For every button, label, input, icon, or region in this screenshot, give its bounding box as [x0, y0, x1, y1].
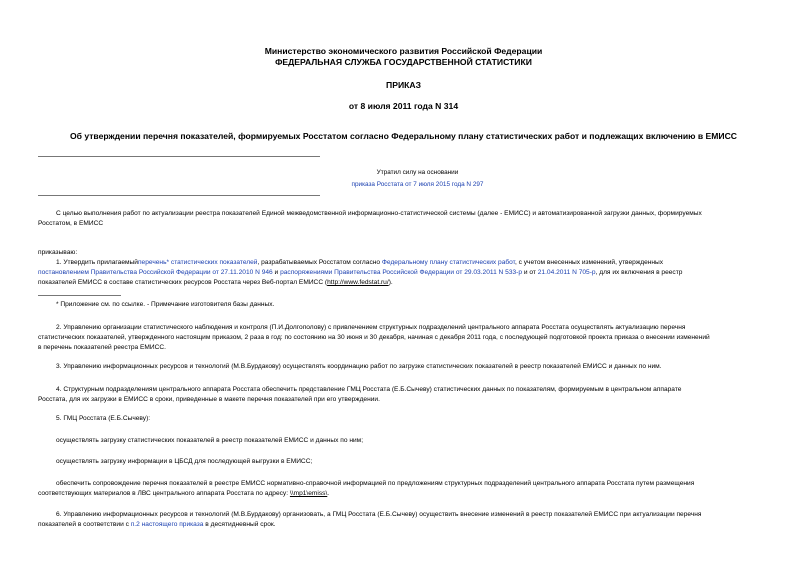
p1-text-b: , разрабатываемых Росстатом согласно: [257, 259, 381, 266]
repeal-order-link[interactable]: приказа Росстата от 7 июля 2015 года N 297: [351, 181, 484, 188]
paragraph-5-item-b: осуществлять загрузку информации в ЦБСД для последующей выгрузки в ЕМИСС;: [56, 458, 313, 465]
p1-text-c: , с учетом внесенных изменений, утвержденных: [514, 259, 664, 266]
p1-text-a: 1. Утвердить прилагаемый: [56, 259, 138, 266]
paragraph-6-line1: 6. Управлению информационных ресурсов и технологий (М.В.Бурдакову) организовать, а ГМЦ Росстата (Е.Б.Сычеву) осуществить внесение изменений в реестр показателей ЕМИСС при актуализации перечня: [56, 511, 702, 518]
footnote-divider: [38, 295, 121, 296]
fedstat-url-link[interactable]: http://www.fedstat.ru/: [327, 279, 389, 286]
p1-text-f: , для их включения в реестр: [595, 269, 683, 276]
footnote: * Приложение см. по ссылке. - Примечание изготовителя базы данных.: [56, 301, 275, 308]
p1-text-d: и: [272, 269, 279, 276]
clause-2-link[interactable]: п.2 настоящего приказа: [130, 521, 204, 528]
document-type: ПРИКАЗ: [386, 80, 421, 90]
paragraph-1-line2: [38, 268, 772, 278]
paragraph-1-line1: [38, 258, 790, 268]
indicators-list-link[interactable]: перечень* статистических показателей: [137, 259, 258, 266]
paragraph-5-item-a: осуществлять загрузку статистических показателей в реестр показателей ЕМИСС и данных по ним;: [56, 437, 364, 444]
service-name: ФЕДЕРАЛЬНАЯ СЛУЖБА ГОСУДАРСТВЕННОЙ СТАТИСТИКИ: [275, 57, 532, 67]
paragraph-2-line2: статистических показателей, утвержденного настоящим приказом, 2 раза в год: по состоянию на 30 июня и 30 декабря, начиная с декабря 2011 года, с последующей подготовкой проекта приказа о внесении изменений: [38, 334, 710, 341]
intro-paragraph-line2: Росстатом, в ЕМИСС: [38, 220, 104, 227]
government-resolution-link[interactable]: постановлением Правительства Российской Федерации от 27.11.2010 N 946: [38, 269, 273, 276]
intro-paragraph-line1: С целью выполнения работ по актуализации реестра показателей Единой межведомственной информационно-статистической системы (далее - ЕМИСС) и автоматизированной загрузки данных, формируемых: [56, 210, 702, 217]
paragraph-3: 3. Управлению информационных ресурсов и технологий (М.В.Бурдакову) осуществлять координацию работ по загрузке статистических показателей в реестр показателей ЕМИСС и данных по ним.: [56, 363, 662, 370]
p6-text-b: в десятидневный срок.: [203, 521, 276, 528]
p6-text-a: показателей в соответствии с: [38, 521, 129, 528]
federal-plan-link[interactable]: Федеральному плану статистических работ: [381, 259, 515, 266]
paragraph-4-line1: 4. Структурным подразделениям центрального аппарата Росстата обеспечить представление ГМЦ Росстата (Е.Б.Сычеву) статистических данных по показателям, формируемым в центральном аппарате: [56, 386, 682, 393]
paragraph-4-line2: Росстата, для их загрузки в ЕМИСС в сроки, приведенные в макете перечня показателей при его утверждении.: [38, 396, 380, 403]
order-705-link[interactable]: 21.04.2011 N 705-р: [537, 269, 596, 276]
document-date-number: от 8 июля 2011 года N 314: [348, 101, 459, 111]
p5c-text: соответствующих материалов в ЛВС центрального аппарата Росстата по адресу:: [38, 490, 289, 497]
document-title: Об утверждении перечня показателей, формируемых Росстатом согласно Федеральному плану статистических работ и подлежащих включению в ЕМИСС: [69, 131, 738, 141]
paragraph-2-line3: в перечень показателей реестра ЕМИСС.: [38, 344, 166, 351]
paragraph-5-item-c-line2: [38, 489, 772, 499]
paragraph-2-line1: 2. Управлению организации статистического наблюдения и контроля (П.И.Долгополову) с привлечением структурных подразделений центрального аппарата Росстата осуществлять актуализацию перечня: [56, 324, 686, 331]
p5c-end: .: [327, 490, 330, 497]
status-note-text: Утратил силу на основании: [376, 169, 459, 176]
p1-text-h: ).: [388, 279, 393, 286]
p1-text-e: и от: [522, 269, 536, 276]
divider-top: [38, 156, 320, 157]
ministry-name: Министерство экономического развития Российской Федерации: [264, 46, 543, 56]
network-path[interactable]: \\mp1\emiss\: [289, 490, 328, 497]
divider-bottom: [38, 195, 320, 196]
government-orders-link[interactable]: распоряжениями Правительства Российской Федерации от 29.03.2011 N 533-р: [280, 269, 523, 276]
paragraph-5: 5. ГМЦ Росстата (Е.Б.Сычеву):: [56, 415, 151, 422]
paragraph-6-line2: [38, 520, 772, 530]
order-word: приказываю:: [38, 249, 78, 256]
paragraph-1-line3: [38, 278, 772, 288]
status-note-line: [300, 180, 535, 190]
p1-text-g: показателей ЕМИСС в составе статистических ресурсов Росстата через Веб-портал ЕМИСС (: [38, 279, 328, 286]
paragraph-5-item-c-line1: обеспечить сопровождение перечня показателей в реестре ЕМИСС нормативно-справочной информацией по предложениям структурных подразделений центрального аппарата Росстата путем размещения: [56, 480, 695, 487]
